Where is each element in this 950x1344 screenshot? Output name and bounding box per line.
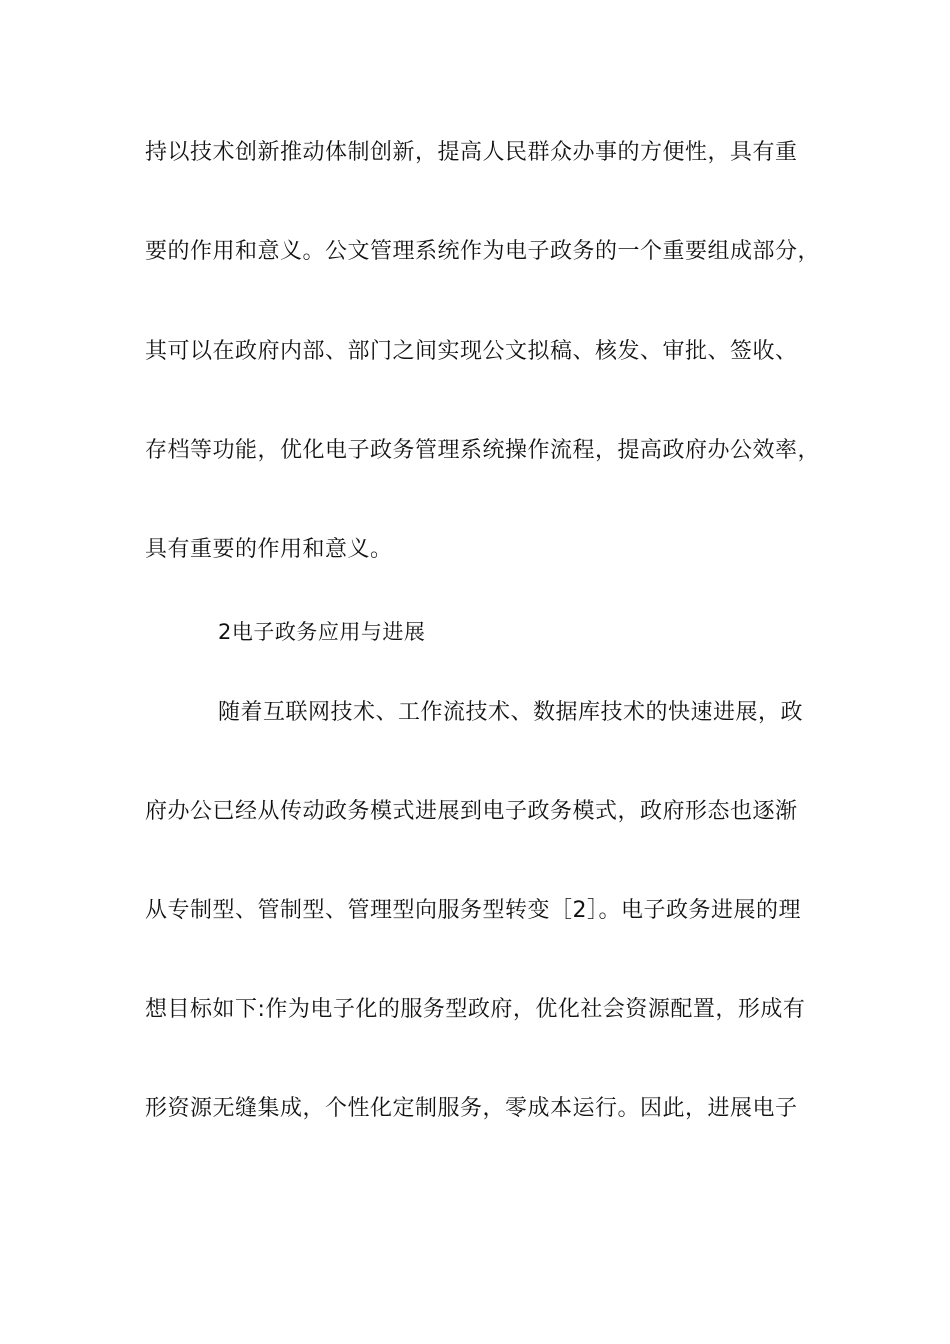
paragraph-line: 府办公已经从传动政务模式进展到电子政务模式，政府形态也逐渐 (145, 799, 798, 824)
paragraph-line: 存档等功能，优化电子政务管理系统操作流程，提高政府办公效率， (145, 438, 821, 463)
paragraph-line: 形资源无缝集成，个性化定制服务，零成本运行。因此，进展电子 (145, 1096, 798, 1121)
paragraph-line: 其可以在政府内部、部门之间实现公文拟稿、核发、审批、签收、 (145, 339, 798, 364)
paragraph-line: 随着互联网技术、工作流技术、数据库技术的快速进展，政 (218, 700, 804, 725)
paragraph-line: 具有重要的作用和意义。 (145, 537, 393, 562)
paragraph-line: 想目标如下:作为电子化的服务型政府，优化社会资源配置，形成有 (145, 997, 806, 1022)
section-heading: 2电子政务应用与进展 (218, 620, 426, 644)
paragraph-line: 从专制型、管制型、管理型向服务型转变［2］。电子政务进展的理 (145, 898, 801, 923)
paragraph-line: 持以技术创新推动体制创新，提高人民群众办事的方便性，具有重 (145, 140, 798, 165)
paragraph-line: 要的作用和意义。公文管理系统作为电子政务的一个重要组成部分， (145, 239, 821, 264)
